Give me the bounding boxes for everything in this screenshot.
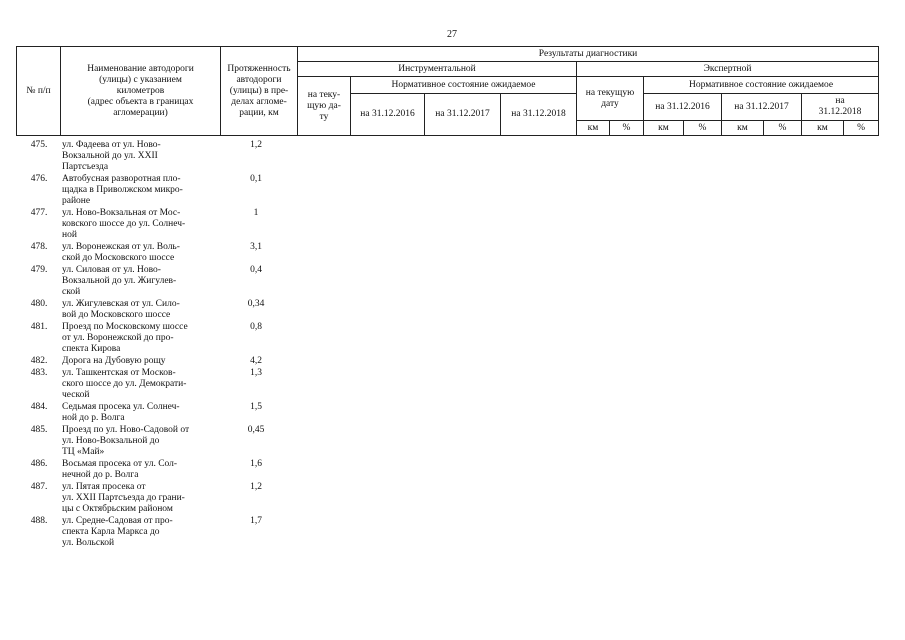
table-row — [16, 174, 316, 207]
road-name: ул. Фадеева от ул. Ново- Вокзальной до ул. XXII Партсъезда — [62, 140, 161, 172]
unit-pct: % — [610, 121, 644, 136]
road-length: 1,3 — [250, 368, 262, 378]
road-length: 0,34 — [247, 299, 265, 309]
table-row — [16, 516, 316, 549]
col-name-header: Наименование автодороги (улицы) с указанием километров (адрес объекта в границах агломерации) — [61, 47, 221, 136]
expert-normative-header: Нормативное состояние ожидаемое — [644, 77, 879, 94]
road-length: 0,4 — [250, 265, 262, 275]
row-number: 480. — [30, 299, 48, 309]
table-row — [16, 265, 316, 298]
row-number: 478. — [30, 242, 48, 252]
row-number: 476. — [30, 174, 48, 184]
row-number: 483. — [30, 368, 48, 378]
road-name: ул. Ново-Вокзальная от Мос- ковского шоссе до ул. Солнеч- ной — [62, 208, 186, 240]
table-row — [16, 208, 316, 241]
road-length: 0,45 — [247, 425, 265, 435]
road-list — [16, 140, 316, 550]
row-number: 488. — [30, 516, 48, 526]
row-number: 481. — [30, 322, 48, 332]
road-length: 1,7 — [250, 516, 262, 526]
row-number: 475. — [30, 140, 48, 150]
table-row — [16, 425, 316, 458]
road-length: 3,1 — [250, 242, 262, 252]
unit-km: км — [577, 121, 610, 136]
road-name: ул. Жигулевская от ул. Сило- вой до Московского шоссе — [62, 299, 180, 320]
road-name: Автобусная разворотная пло- щадка в Приволжском микро- районе — [62, 174, 183, 206]
table-row — [16, 140, 316, 173]
page-number: 27 — [447, 29, 457, 40]
road-length: 4,2 — [250, 356, 262, 366]
row-number: 479. — [30, 265, 48, 275]
unit-km: км — [644, 121, 684, 136]
road-name: Восьмая просека от ул. Сол- нечной до р. Волга — [62, 459, 178, 480]
road-name: ул. Ташкентская от Москов- ского шоссе до ул. Демократи- ческой — [62, 368, 187, 400]
road-name: ул. Средне-Садовая от про- спекта Карла Маркса до ул. Вольской — [62, 516, 173, 548]
road-length: 0,8 — [250, 322, 262, 332]
road-length: 0,1 — [250, 174, 262, 184]
expert-2016-header: на 31.12.2016 — [644, 94, 722, 121]
unit-pct: % — [844, 121, 879, 136]
table-row — [16, 356, 316, 367]
table-row — [16, 322, 316, 355]
table-row — [16, 242, 316, 264]
road-name: ул. Пятая просека от ул. XXII Партсъезда до грани- цы с Октябрьским районом — [62, 482, 185, 514]
road-length: 1,5 — [250, 402, 262, 412]
table-row — [16, 368, 316, 401]
road-name: ул. Силовая от ул. Ново- Вокзальной до ул. Жигулев- ской — [62, 265, 177, 297]
table-row — [16, 299, 316, 321]
row-number: 477. — [30, 208, 48, 218]
results-header: Результаты диагностики — [298, 47, 879, 62]
col-number-header: № п/п — [17, 47, 61, 136]
expert-2018-header: на 31.12.2018 — [802, 94, 879, 121]
table-row — [16, 482, 316, 515]
col-length-header: Протяженность автодороги (улицы) в пре- делах агломе- рации, км — [221, 47, 298, 136]
row-number: 484. — [30, 402, 48, 412]
road-length: 1,6 — [250, 459, 262, 469]
instr-2017-header: на 31.12.2017 — [425, 94, 501, 136]
expert-header: Экспертной — [577, 62, 879, 77]
instr-2016-header: на 31.12.2016 — [351, 94, 425, 136]
unit-pct: % — [764, 121, 802, 136]
expert-current-date-header: на текущую дату — [577, 77, 644, 121]
instr-2018-header: на 31.12.2018 — [501, 94, 577, 136]
row-number: 486. — [30, 459, 48, 469]
road-name: ул. Воронежская от ул. Воль- ской до Московского шоссе — [62, 242, 180, 263]
road-name: Проезд по Московскому шоссе от ул. Воронежской до про- спекта Кирова — [62, 322, 188, 354]
road-length: 1,2 — [250, 482, 262, 492]
expert-2017-header: на 31.12.2017 — [722, 94, 802, 121]
instr-current-date-header: на теку- щую да- ту — [298, 77, 351, 136]
road-length: 1 — [253, 208, 259, 218]
unit-pct: % — [684, 121, 722, 136]
road-length: 1,2 — [250, 140, 262, 150]
instrumental-header: Инструментальной — [298, 62, 577, 77]
road-name: Дорога на Дубовую рощу — [62, 356, 166, 366]
road-name: Седьмая просека ул. Солнеч- ной до р. Волга — [62, 402, 180, 423]
table-row — [16, 459, 316, 481]
road-name: Проезд по ул. Ново-Садовой от ул. Ново-Вокзальной до ТЦ «Май» — [62, 425, 190, 457]
table-row — [16, 402, 316, 424]
row-number: 487. — [30, 482, 48, 492]
unit-km: км — [802, 121, 844, 136]
diagnostics-table-header — [16, 46, 879, 136]
row-number: 485. — [30, 425, 48, 435]
row-number: 482. — [30, 356, 48, 366]
instr-normative-header: Нормативное состояние ожидаемое — [351, 77, 577, 94]
unit-km: км — [722, 121, 764, 136]
